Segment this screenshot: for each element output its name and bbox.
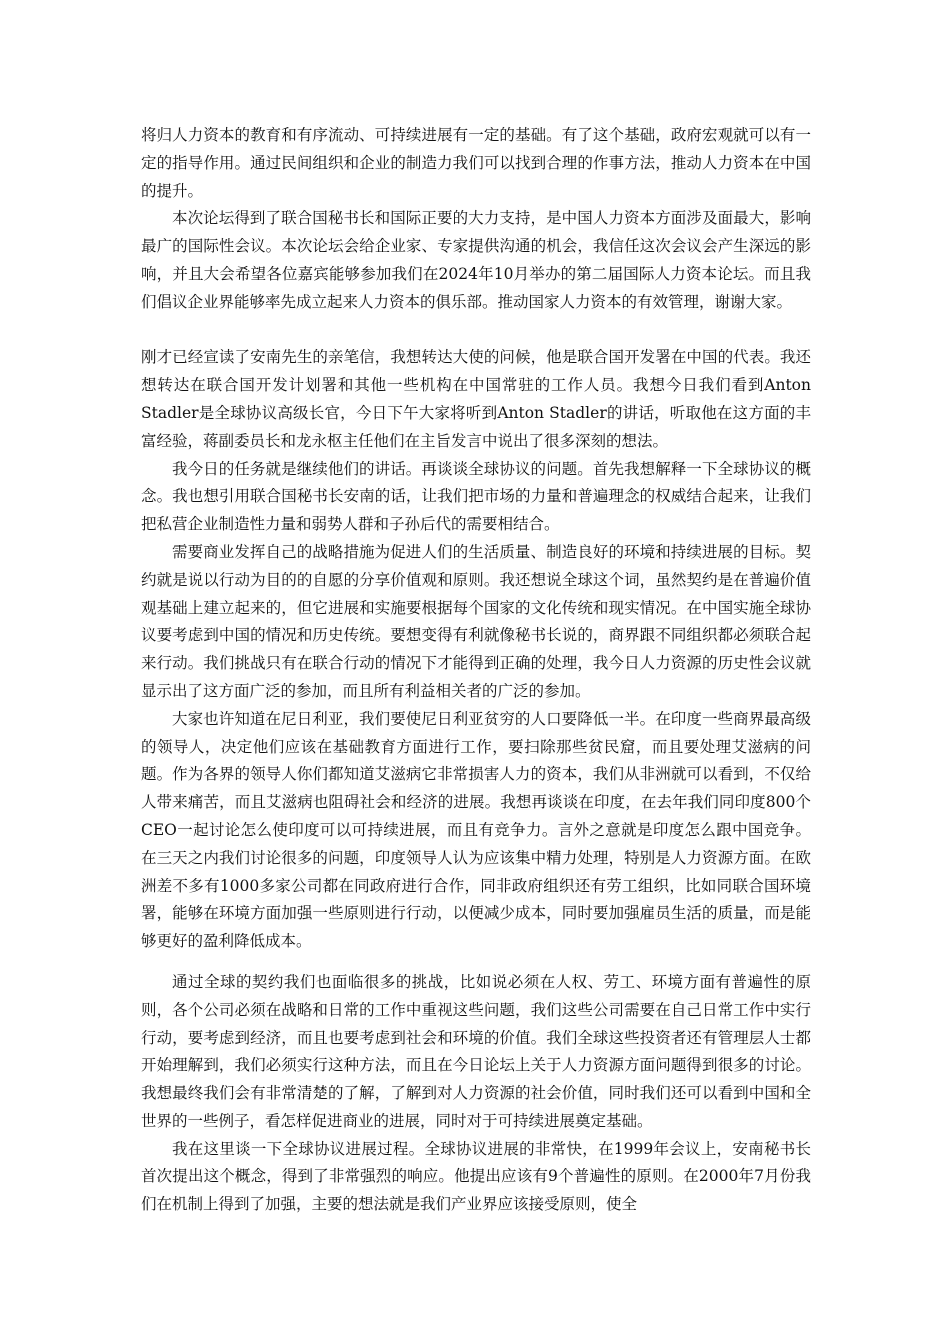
paragraph: 我今日的任务就是继续他们的讲话。再谈谈全球协议的问题。首先我想解释一下全球协议的概念。我也想引用联合国秘书长安南的话，让我们把市场的力量和普遍理念的权威结合起来，让我们把私营企业制造性力量和弱势人群和子孙后代的需要相结合。 — [141, 459, 811, 534]
paragraph: 需要商业发挥自己的战略措施为促进人们的生活质量、制造良好的环境和持续进展的目标。契约就是说以行动为目的的自愿的分享价值观和原则。我还想说全球这个词，虽然契约是在普遍价值观基础上建立起来的，但它进展和实施要根据每个国家的文化传统和现实情况。在中国实施全球协议要考虑到中国的情况和历史传统。要想变得有利就像秘书长说的，商界跟不同组织都必须联合起来行动。我们挑战只有在联合行动的情况下才能得到正确的处理，我今日人力资源的历史性会议就显示出了这方面广泛的参加，而且所有利益相关者的广泛的参加。 — [141, 542, 811, 700]
paragraph: 通过全球的契约我们也面临很多的挑战，比如说必须在人权、劳工、环境方面有普遍性的原则，各个公司必须在战略和日常的工作中重视这些问题，我们这些公司需要在自己日常工作中实行行动，要考虑到经济，而且也要考虑到社会和环境的价值。我们全球这些投资者还有管理层人士都开始理解到，我们必须实行这种方法，而且在今日论坛上关于人力资源方面问题得到很多的讨论。我想最终我们会有非常清楚的了解，了解到对人力资源的社会价值，同时我们还可以看到中国和全世界的一些例子，看怎样促进商业的进展，同时对于可持续进展奠定基础。 — [141, 972, 811, 1130]
document-body — [141, 122, 811, 1219]
paragraph: 刚才已经宣读了安南先生的亲笔信，我想转达大使的问候，他是联合国开发署在中国的代表。我还想转达在联合国开发计划署和其他一些机构在中国常驻的工作人员。我想今日我们看到Anton Stadler是全球协议高级长官，今日下午大家将听到Anton Stadler的讲话，听取他在这方面的丰富经验，蒋副委员长和龙永枢主任他们在主旨发言中说出了很多深刻的想法。 — [141, 348, 811, 450]
paragraph: 大家也许知道在尼日利亚，我们要使尼日利亚贫穷的人口要降低一半。在印度一些商界最高级的领导人，决定他们应该在基础教育方面进行工作，要扫除那些贫民窟，而且要处理艾滋病的问题。作为各界的领导人你们都知道艾滋病它非常损害人力的资本，我们从非洲就可以看到，不仅给人带来痛苦，而且艾滋病也阻碍社会和经济的进展。我想再谈谈在印度，在去年我们同印度800个CEO一起讨论怎么使印度可以可持续进展，而且有竞争力。言外之意就是印度怎么跟中国竞争。在三天之内我们讨论很多的问题，印度领导人认为应该集中精力处理，特别是人力资源方面。在欧洲差不多有1000多家公司都在同政府进行合作，同非政府组织还有劳工组织，比如同联合国环境署，能够在环境方面加强一些原则进行行动，以便减少成本，同时要加强雇员生活的质量，而是能够更好的盈利降低成本。 — [141, 709, 811, 951]
paragraph: 将归人力资本的教育和有序流动、可持续进展有一定的基础。有了这个基础，政府宏观就可以有一定的指导作用。通过民间组织和企业的制造力我们可以找到合理的作事方法，推动人力资本在中国的提升。 — [141, 126, 811, 200]
paragraph: 我在这里谈一下全球协议进展过程。全球协议进展的非常快，在1999年会议上，安南秘书长首次提出这个概念，得到了非常强烈的响应。他提出应该有9个普遍性的原则。在2000年7月份我们在机制上得到了加强，主要的想法就是我们产业界应该接受原则，使全 — [141, 1139, 811, 1214]
paragraph: 本次论坛得到了联合国秘书长和国际正要的大力支持，是中国人力资本方面涉及面最大，影响最广的国际性会议。本次论坛会给企业家、专家提供沟通的机会，我信任这次会议会产生深远的影响，并且大会希望各位嘉宾能够参加我们在2024年10月举办的第二届国际人力资本论坛。而且我们倡议企业界能够率先成立起来人力资本的俱乐部。推动国家人力资本的有效管理，谢谢大家。 — [141, 209, 811, 311]
